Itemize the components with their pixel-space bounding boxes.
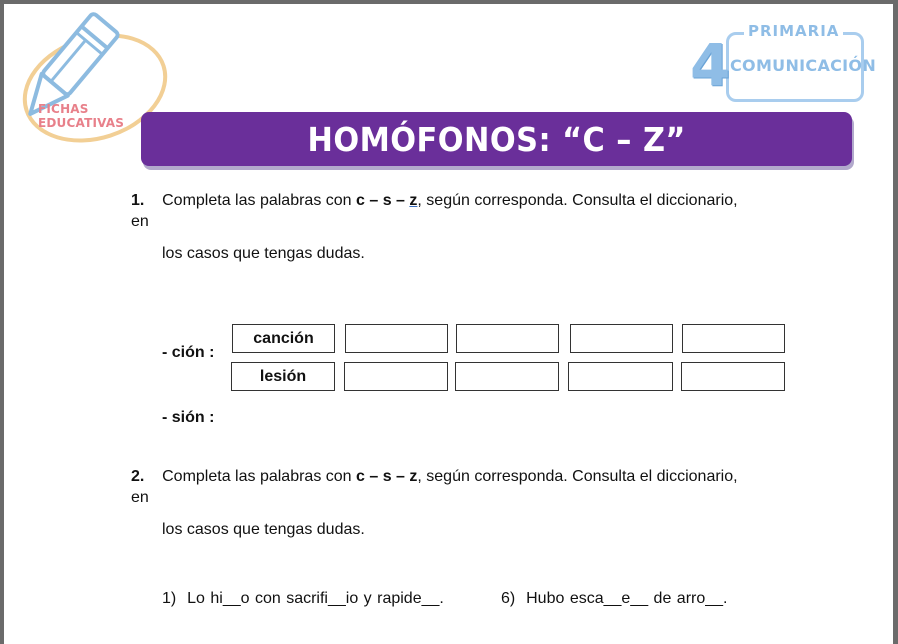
letters-bold: c – s – z: [356, 468, 418, 485]
primaria-comunicacion-logo: [688, 20, 877, 110]
logo-line-2: EDUCATIVAS: [38, 116, 125, 130]
exercise-number: 1.: [131, 192, 145, 209]
sentence-item-6: [501, 590, 728, 608]
page-title: HOMÓFONOS: “C – Z”: [307, 119, 686, 159]
label-cion: - ción :: [162, 344, 215, 361]
instruction-text-cont: , según corresponda. Consulta el diccionario,: [417, 468, 738, 485]
instruction-text: Completa las palabras con: [162, 468, 352, 485]
sentence-item-1: [162, 590, 444, 608]
exercise-1-line-2: los casos que tengas dudas.: [162, 245, 365, 262]
answer-cell[interactable]: [682, 324, 785, 353]
item-number: 6): [501, 590, 516, 607]
item-text: Hubo esca__e__ de arro__.: [526, 590, 728, 607]
letters-bold: c – s –: [356, 192, 405, 209]
answer-cell[interactable]: [681, 362, 785, 391]
exercise-2-wrap: en: [131, 489, 149, 506]
level-label: PRIMARIA: [744, 22, 843, 40]
exercise-1-wrap: en: [131, 213, 149, 230]
logo-line-1: FICHAS: [38, 102, 89, 116]
answer-cell[interactable]: [570, 324, 673, 353]
exercise-number: 2.: [131, 468, 145, 485]
exercise-2-line-2: los casos que tengas dudas.: [162, 521, 365, 538]
answer-cell[interactable]: [456, 324, 559, 353]
instruction-text-cont: , según corresponda. Consulta el diccionario,: [417, 192, 738, 209]
instruction-text: Completa las palabras con: [162, 192, 352, 209]
item-text: Lo hi__o con sacrifi__io y rapide__.: [187, 590, 444, 607]
title-banner: [141, 112, 852, 166]
answer-cell[interactable]: [345, 324, 448, 353]
label-sion: - sión :: [162, 409, 215, 426]
word-cell: lesión: [231, 362, 335, 391]
grade-number: 4: [690, 31, 731, 99]
worksheet-page: [4, 4, 893, 644]
answer-cell[interactable]: [344, 362, 448, 391]
answer-cell[interactable]: [568, 362, 673, 391]
letter-z-underlined: z: [409, 192, 418, 209]
item-number: 1): [162, 590, 177, 607]
exercise-1-instruction: [131, 192, 738, 210]
subject-label: COMUNICACIÓN: [730, 56, 877, 75]
answer-cell[interactable]: [455, 362, 559, 391]
exercise-2-instruction: [131, 468, 738, 486]
word-cell: canción: [232, 324, 335, 353]
